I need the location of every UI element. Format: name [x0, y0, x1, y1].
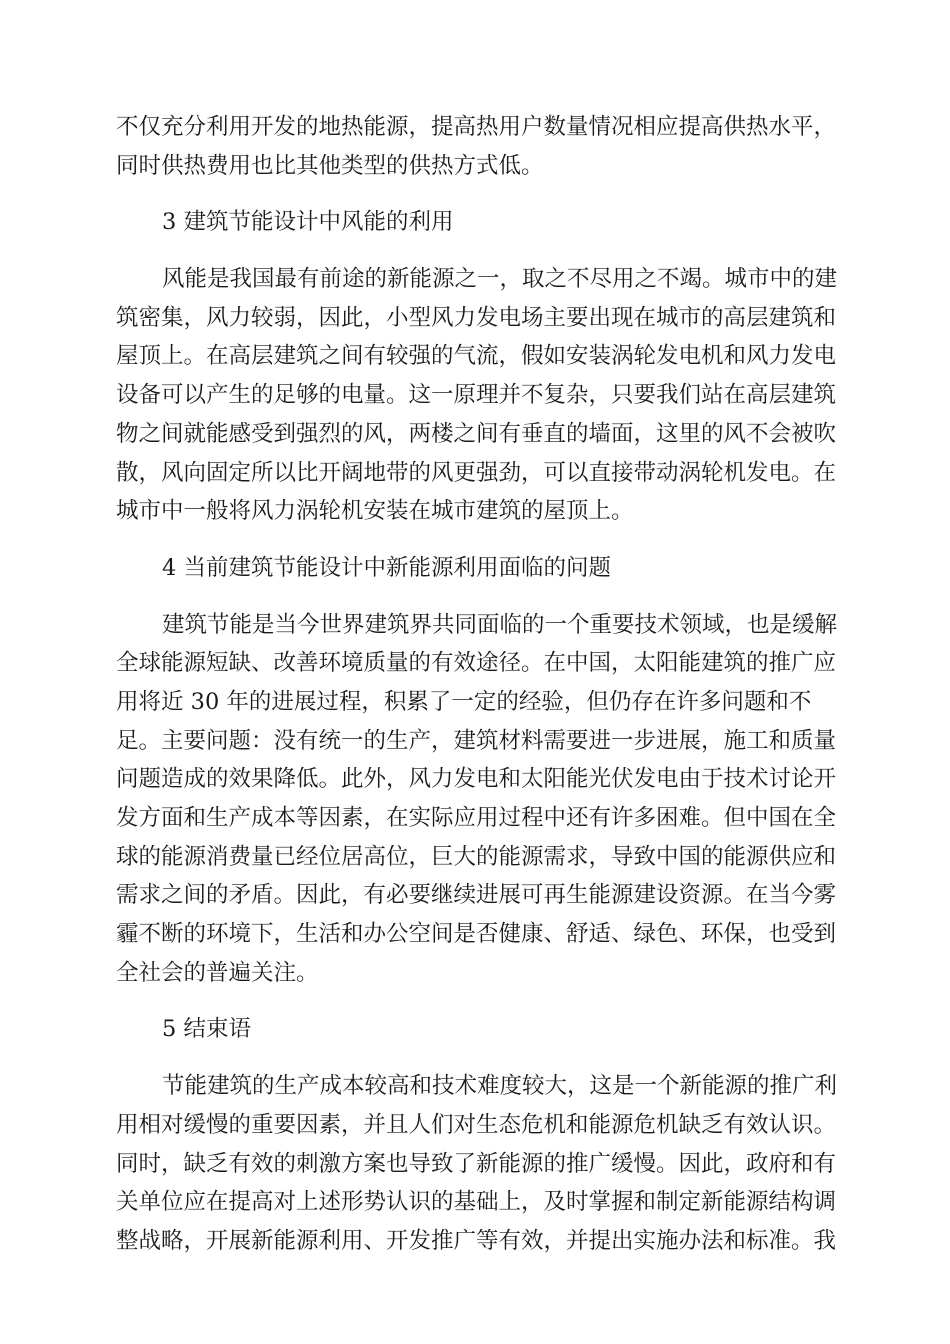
text-line: 同时，缺乏有效的刺激方案也导致了新能源的推广缓慢。因此，政府和有	[116, 1150, 837, 1177]
text-line: 整战略，开展新能源利用、开发推广等有效，并提出实施办法和标准。我	[116, 1227, 837, 1254]
text-line: 球的能源消费量已经位居高位，巨大的能源需求，导致中国的能源供应和	[116, 843, 837, 870]
text-line: 全社会的普遍关注。	[116, 959, 319, 986]
section-heading-5: 5 结束语	[162, 1016, 251, 1043]
text-line: 不仅充分利用开发的地热能源，提高热用户数量情况相应提高供热水平，	[116, 114, 837, 140]
text-line: 风能是我国最有前途的新能源之一，取之不尽用之不竭。城市中的建	[162, 266, 838, 293]
text-line: 节能建筑的生产成本较高和技术难度较大，这是一个新能源的推广利	[162, 1073, 838, 1100]
text-line: 问题造成的效果降低。此外，风力发电和太阳能光伏发电由于技术讨论开	[116, 766, 837, 793]
text-line: 筑密集，风力较弱，因此，小型风力发电场主要出现在城市的高层建筑和	[116, 304, 837, 331]
text-line: 用将近 30 年的进展过程，积累了一定的经验，但仍存在许多问题和不	[116, 688, 812, 715]
paragraph-wind-energy	[116, 260, 838, 531]
text-line: 霾不断的环境下，生活和办公空间是否健康、舒适、绿色、环保，也受到	[116, 921, 837, 948]
text-line: 需求之间的矛盾。因此，有必要继续进展可再生能源建设资源。在当今雾	[116, 882, 837, 909]
section-heading-4: 4 当前建筑节能设计中新能源利用面临的问题	[162, 554, 611, 581]
text-line: 同时供热费用也比其他类型的供热方式低。	[116, 152, 544, 179]
section-heading-3: 3 建筑节能设计中风能的利用	[162, 209, 454, 236]
text-line: 全球能源短缺、改善环境质量的有效途径。在中国，太阳能建筑的推广应	[116, 650, 837, 677]
text-line: 发方面和生产成本等因素，在实际应用过程中还有许多困难。但中国在全	[116, 805, 837, 831]
text-line: 足。主要问题：没有统一的生产，建筑材料需要进一步进展，施工和质量	[116, 727, 837, 754]
paragraph-geothermal	[116, 108, 837, 185]
text-line: 物之间就能感受到强烈的风，两楼之间有垂直的墙面，这里的风不会被吹	[116, 420, 837, 447]
text-line: 关单位应在提高对上述形势认识的基础上，及时掌握和制定新能源结构调	[116, 1189, 837, 1216]
paragraph-problems	[116, 606, 838, 993]
text-line: 散，风向固定所以比开阔地带的风更强劲，可以直接带动涡轮机发电。在	[116, 459, 837, 486]
text-line: 用相对缓慢的重要因素，并且人们对生态危机和能源危机缺乏有效认识。	[116, 1111, 837, 1138]
paragraph-conclusion	[116, 1067, 838, 1260]
text-line: 设备可以产生的足够的电量。这一原理并不复杂，只要我们站在高层建筑	[116, 382, 837, 409]
text-line: 建筑节能是当今世界建筑界共同面临的一个重要技术领域，也是缓解	[162, 611, 838, 638]
text-line: 屋顶上。在高层建筑之间有较强的气流，假如安装涡轮发电机和风力发电	[116, 343, 837, 370]
document-page	[116, 108, 838, 1261]
text-line: 城市中一般将风力涡轮机安装在城市建筑的屋顶上。	[116, 498, 634, 525]
